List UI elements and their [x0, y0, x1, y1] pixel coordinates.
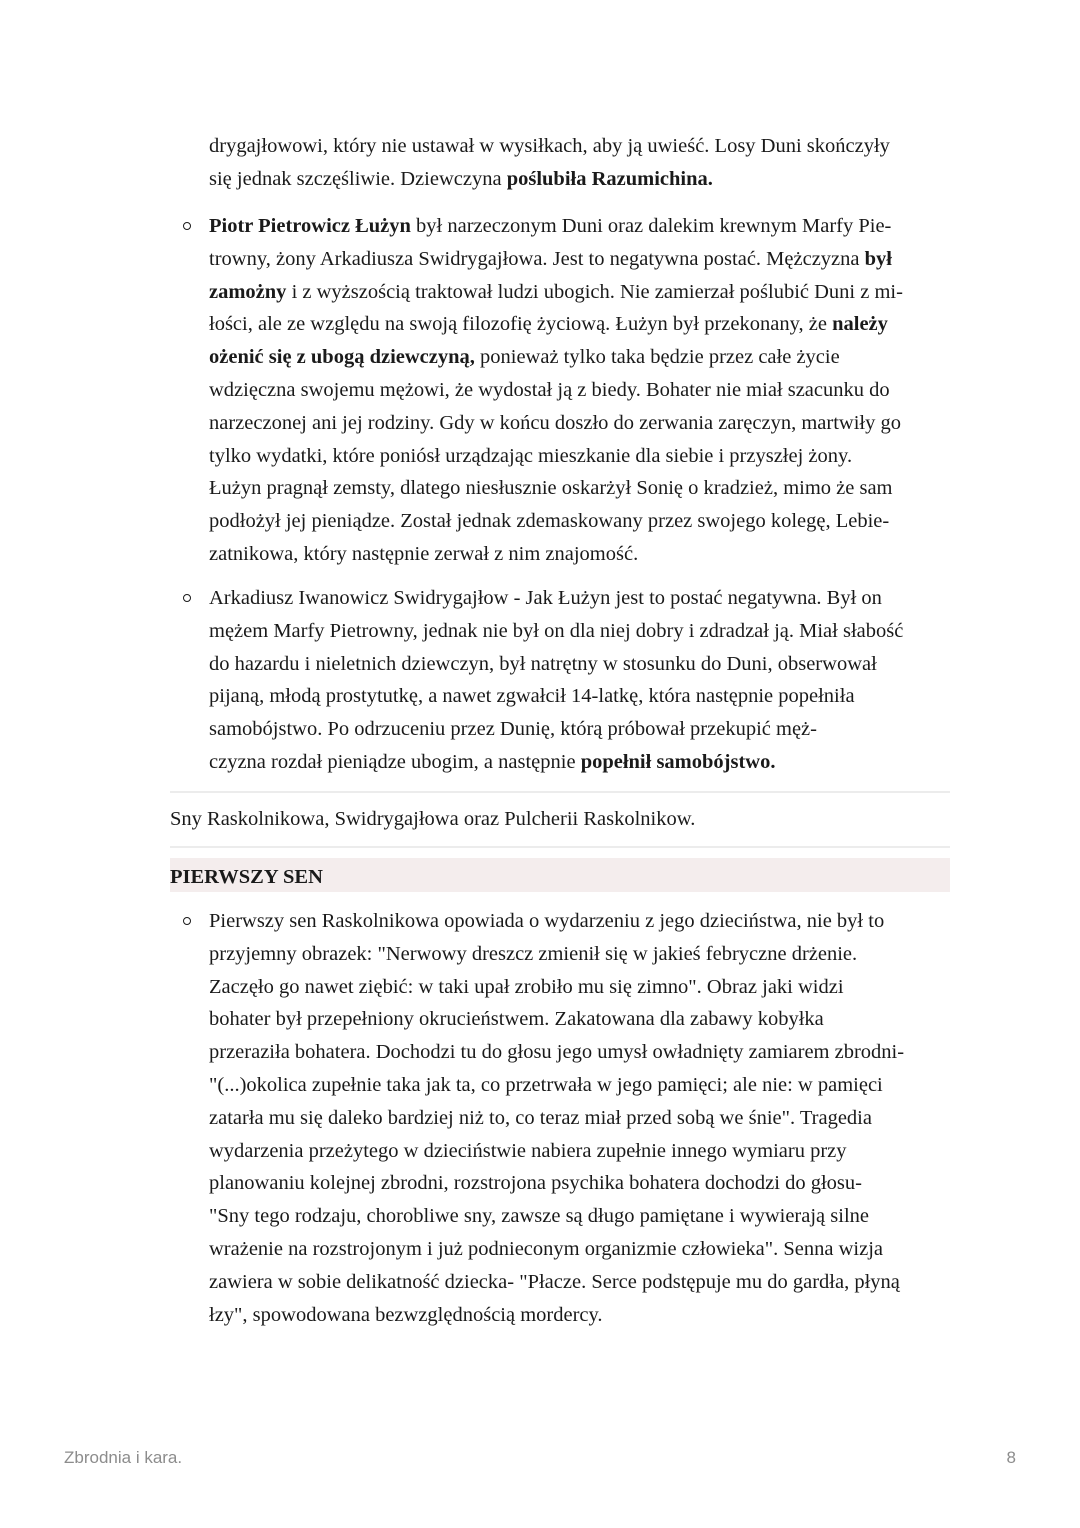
bold-segment: zamożny — [209, 280, 287, 303]
page-number: 8 — [1006, 1448, 1016, 1467]
dreams-intro-text: Sny Raskolnikowa, Swidrygajłowa oraz Pulcherii Raskolnikow. — [170, 808, 696, 830]
text-segment: zatarła mu się daleko bardziej niż to, co teraz miał przed sobą we śnie". Tragedia — [209, 1106, 872, 1129]
text-line — [209, 1003, 954, 1036]
text-segment: zawiera w sobie delikatność dziecka- "Płacze. Serce podstępuje mu do gardła, płyną — [209, 1270, 900, 1293]
bold-segment: był — [864, 247, 892, 270]
text-line — [209, 472, 954, 505]
text-segment: zatnikowa, który następnie zerwał z nim znajomość. — [209, 542, 639, 565]
text-segment: do hazardu i nieletnich dziewczyn, był natrętny w stosunku do Duni, obserwował — [209, 652, 877, 675]
divider — [170, 846, 950, 848]
text-line — [209, 341, 954, 374]
text-segment: był narzeczonym Duni oraz dalekim krewnym Marfy Pie- — [410, 215, 892, 237]
text-segment: Łużyn pragnął zemsty, dlatego niesłusznie oskarżył Sonię o kradzież, mimo że sam — [209, 477, 893, 500]
text-line — [209, 308, 954, 341]
text-line — [209, 538, 954, 571]
text-segment: "Sny tego rodzaju, chorobliwe sny, zawsze są długo pamiętane i wywierają silne — [209, 1205, 869, 1228]
text-line — [209, 1167, 954, 1200]
bullet-circle-icon — [183, 222, 191, 230]
bullet-circle-icon — [183, 917, 191, 925]
bold-segment: popełnił samobójstwo. — [580, 750, 776, 773]
text-line — [209, 582, 954, 615]
text-segment: czyzna rozdał pieniądze ubogim, a następnie — [209, 750, 581, 773]
text-line — [209, 938, 954, 971]
text-segment: Pierwszy sen Raskolnikowa opowiada o wydarzeniu z jego dzieciństwa, nie był to — [209, 910, 885, 932]
text-line — [209, 276, 954, 309]
text-segment: trowny, żony Arkadiusza Swidrygajłowa. Jest to negatywna postać. Mężczyzna — [209, 247, 865, 270]
text-segment: łzy", spowodowana bezwzględnością mordercy. — [209, 1303, 603, 1326]
text-segment: narzeczonej ani jej rodziny. Gdy w końcu doszło do zerwania zaręczyn, martwiły go — [209, 411, 901, 434]
text-segment: ponieważ tylko taka będzie przez całe życie — [474, 346, 840, 369]
text-segment: mężem Marfy Pietrowny, jednak nie był on dla niej dobry i zdradzał ją. Miał słabość — [209, 619, 904, 642]
bold-segment: ożenić się z ubogą dziewczyną, — [209, 346, 475, 369]
text-line — [209, 1266, 954, 1299]
text-line — [209, 746, 954, 779]
text-line — [209, 1135, 954, 1168]
text-segment: łości, ale ze względu na swoją filozofię życiową. Łużyn był przekonany, że — [209, 313, 833, 336]
text-line — [209, 1102, 954, 1135]
text-line — [209, 713, 954, 746]
text-segment: pijaną, młodą prostytutkę, a nawet zgwałcił 14-latkę, która następnie popełniła — [209, 685, 855, 708]
text-line — [209, 505, 954, 538]
continuation-paragraph — [209, 130, 954, 196]
continuation-line-2: się jednak szczęśliwie. Dziewczyna poślubiła Razumichina. — [209, 167, 713, 190]
text-line — [209, 648, 954, 681]
footer-title: Zbrodnia i kara. — [64, 1448, 183, 1467]
text-line — [209, 243, 954, 276]
text-line — [209, 1036, 954, 1069]
section-heading — [170, 858, 950, 892]
bullet-circle-icon — [183, 594, 191, 602]
section-heading-text: PIERWSZY SEN — [170, 866, 323, 888]
text-line — [209, 1069, 954, 1102]
text-line — [209, 971, 954, 1004]
bold-segment: Piotr Pietrowicz Łużyn — [209, 215, 411, 237]
text-segment: wdzięczna swojemu mężowi, że wydostał ją z biedy. Bohater nie miał szacunku do — [209, 378, 890, 401]
text-segment: Zaczęło go nawet ziębić: w taki upał zrobiło mu się zimno". Obraz jaki widzi — [209, 975, 844, 998]
text-segment: "(...)okolica zupełnie taka jak ta, co przetrwała w jego pamięci; ale nie: w pamięci — [209, 1073, 883, 1096]
bold-segment: należy — [832, 313, 888, 336]
text-line — [209, 440, 954, 473]
text-segment: przyjemny obrazek: "Nerwowy dreszcz zmienił się w jakieś febryczne drżenie. — [209, 942, 858, 965]
text-segment: wrażenie na rozstrojonym i już podnieconym organizmie człowieka". Senna wizja — [209, 1237, 884, 1260]
text-segment: samobójstwo. Po odrzuceniu przez Dunię, którą próbował przekupić męż- — [209, 718, 817, 741]
text-line — [209, 905, 954, 938]
dreams-intro — [170, 803, 950, 836]
divider — [170, 791, 950, 793]
text-segment: tylko wydatki, które poniósł urządzając mieszkanie dla siebie i przyszłej żony. — [209, 444, 853, 467]
bullet-luzyn-text — [209, 210, 954, 571]
text-segment: podłożył jej pieniądze. Został jednak zdemaskowany przez swojego kolegę, Lebie- — [209, 510, 890, 533]
text-line — [209, 1299, 954, 1332]
text-segment: Arkadiusz Iwanowicz Swidrygajłow - Jak Łużyn jest to postać negatywna. Był on — [209, 587, 882, 609]
text-segment: wydarzenia przeżytego w dzieciństwie nabiera zupełnie innego wymiaru przy — [209, 1139, 847, 1162]
text-line — [209, 615, 954, 648]
text-line — [209, 374, 954, 407]
bullet-first-dream-text — [209, 905, 954, 1331]
text-line — [209, 1233, 954, 1266]
text-line — [209, 407, 954, 440]
text-segment: planowaniu kolejnej zbrodni, rozstrojona psychika bohatera dochodzi do głosu- — [209, 1172, 862, 1195]
text-segment: bohater był przepełniony okrucieństwem. Zakatowana dla zabawy kobyłka — [209, 1008, 824, 1031]
bullet-swidrygajlow-text — [209, 582, 954, 779]
text-line — [209, 1200, 954, 1233]
continuation-line-1: drygajłowowi, który nie ustawał w wysiłkach, aby ją uwieść. Losy Duni skończyły — [209, 135, 890, 157]
text-line — [209, 210, 954, 243]
text-segment: i z wyższością traktował ludzi ubogich. Nie zamierzał poślubić Duni z mi- — [286, 280, 903, 303]
text-line — [209, 680, 954, 713]
text-segment: przeraziła bohatera. Dochodzi tu do głosu jego umysł owładnięty zamiarem zbrodni- — [209, 1041, 905, 1064]
